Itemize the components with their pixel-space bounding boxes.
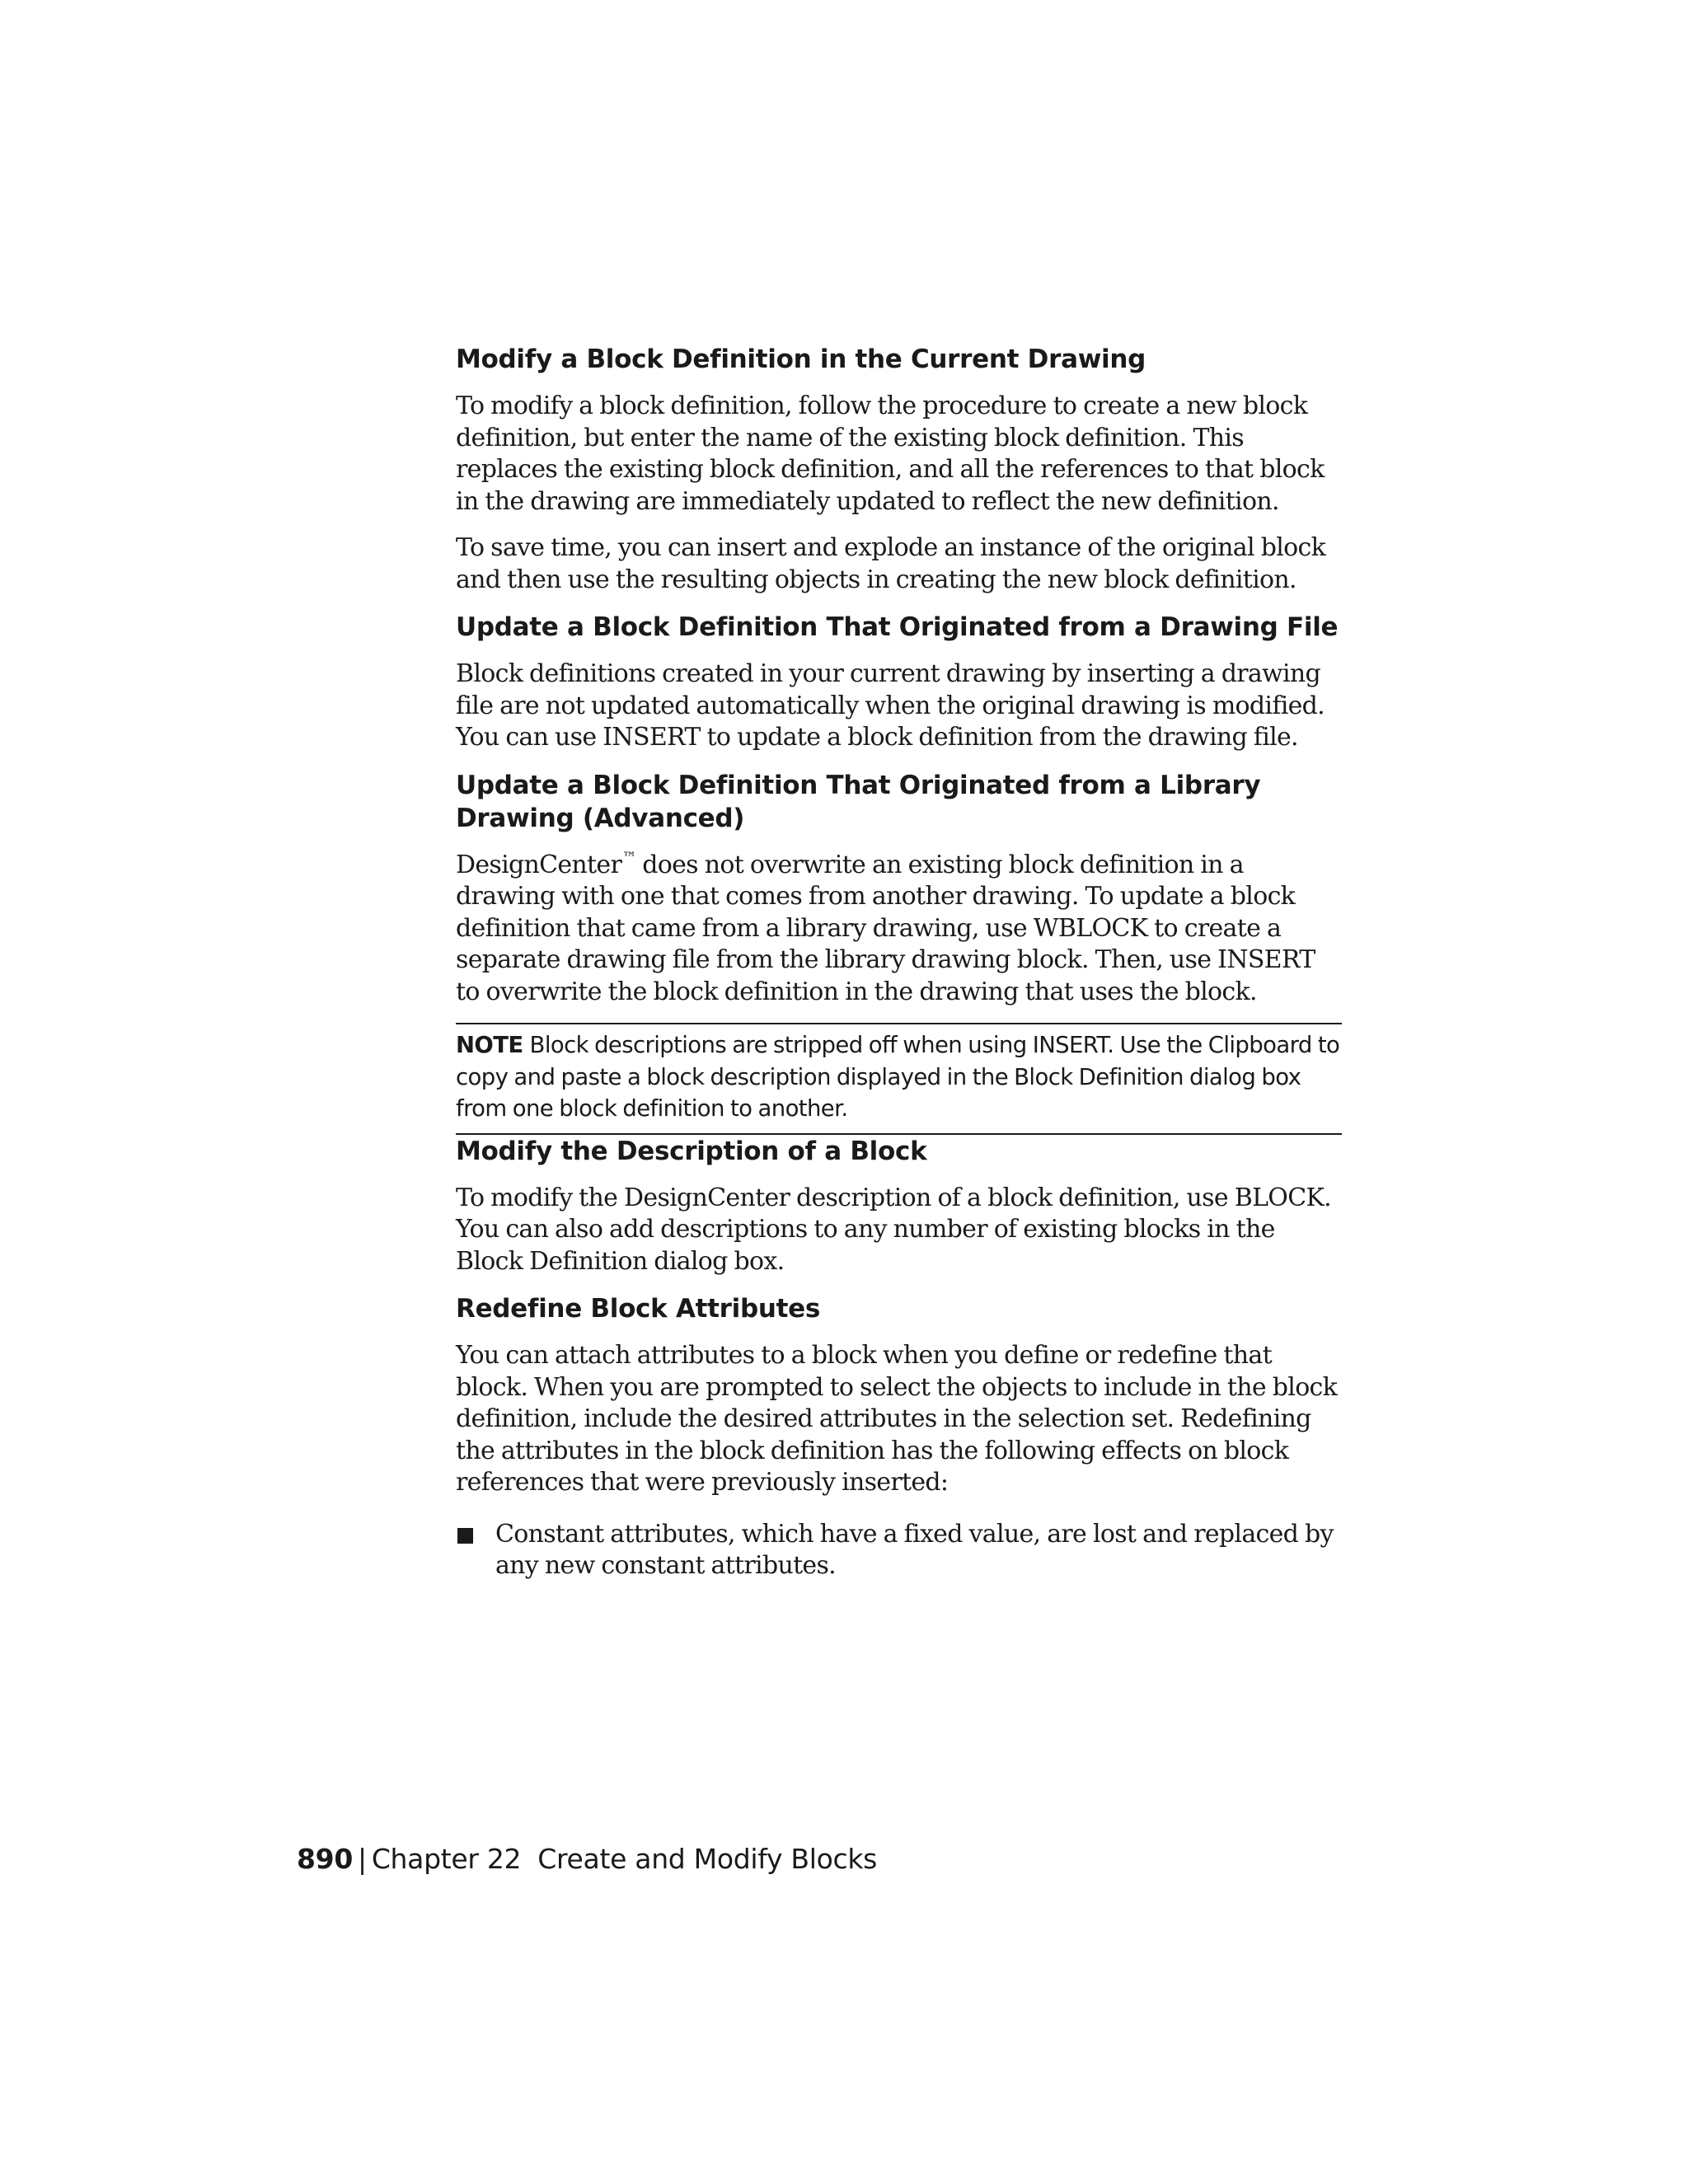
paragraph-rest: does not overwrite an existing block definition in a drawing with one that comes from another drawing. To update a block definition that came from a library drawing, use WBLOCK to create a separate drawing file from the library drawing block. Then, use INSERT to overwrite the block definition in the drawing that uses the block. — [456, 850, 1315, 1006]
chapter-title: Create and Modify Blocks — [537, 1843, 878, 1875]
footer-separator: | — [357, 1843, 367, 1875]
section-heading-update-from-drawing-file: Update a Block Definition That Originated from a Drawing File — [456, 612, 1339, 642]
paragraph: To save time, you can insert and explode an instance of the original block and then use the resulting objects in creating the new block definition. — [456, 533, 1326, 594]
list-item-text: Constant attributes, which have a fixed value, are lost and replaced by any new constant attributes. — [495, 1519, 1334, 1580]
trademark-symbol: ™ — [622, 849, 636, 866]
paragraph: To modify the DesignCenter description of a block definition, use BLOCK. You can also add descriptions to any number of existing blocks in the Block Definition dialog box. — [456, 1183, 1331, 1276]
note-text: Block descriptions are stripped off when using INSERT. Use the Clipboard to copy and paste a block description displayed in the Block Definition dialog box from one block definition to another. — [456, 1032, 1340, 1122]
designcenter-word: DesignCenter — [456, 850, 622, 879]
section-heading-modify-description: Modify the Description of a Block — [456, 1136, 927, 1166]
paragraph: To modify a block definition, follow the procedure to create a new block definition, but enter the name of the existing block definition. This replaces the existing block definition, and all the references to that block in the drawing are immediately updated to reflect the new definition. — [456, 391, 1325, 516]
square-bullet-icon — [457, 1528, 473, 1544]
paragraph: Block definitions created in your current drawing by inserting a drawing file are not updated automatically when the original drawing is modified. You can use INSERT to update a block definition from the drawing file. — [456, 659, 1325, 752]
note-paragraph — [456, 1029, 1342, 1125]
paragraph: You can attach attributes to a block when you define or redefine that block. When you are prompted to select the objects to include in the block definition, include the desired attributes in the selection set. Redefining the attributes in the block definition has the following effects on block references that were previously inserted: — [456, 1341, 1338, 1497]
page-content — [456, 343, 1342, 1582]
section-heading-update-from-library-drawing: Update a Block Definition That Originated from a Library Drawing (Advanced) — [456, 770, 1261, 833]
section-heading-modify-block-definition: Modify a Block Definition in the Current Drawing — [456, 344, 1146, 374]
note-label: NOTE — [456, 1032, 523, 1058]
list-item — [456, 1519, 1342, 1582]
chapter-label: Chapter 22 — [371, 1843, 522, 1875]
section-heading-redefine-attributes: Redefine Block Attributes — [456, 1294, 821, 1324]
paragraph-designcenter — [456, 850, 1342, 1009]
page-number: 890 — [297, 1843, 353, 1875]
note-box — [456, 1023, 1342, 1135]
bullet-list — [456, 1519, 1342, 1582]
page-footer — [297, 1843, 877, 1876]
